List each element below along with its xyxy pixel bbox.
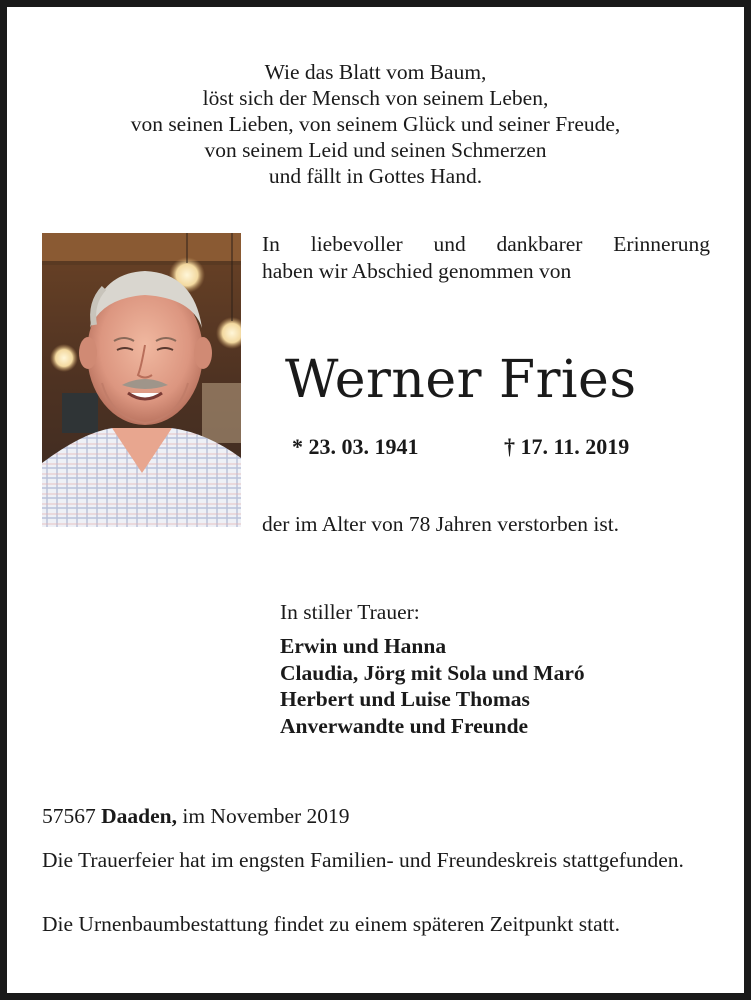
poem-line: und fällt in Gottes Hand. xyxy=(268,164,483,188)
mourner-name: Erwin und Hanna xyxy=(280,634,447,658)
town-name: Daaden, xyxy=(101,804,177,828)
deceased-name: Werner Fries xyxy=(285,350,637,410)
mourner-name: Claudia, Jörg mit Sola und Maró xyxy=(280,660,585,685)
portrait-illustration xyxy=(42,233,241,527)
funeral-notice: Die Trauerfeier hat im engsten Familien- und Freundeskreis stattgefunden. xyxy=(42,848,684,872)
mourners-list xyxy=(280,633,585,739)
mourners-intro: In stiller Trauer: xyxy=(280,600,420,624)
poem-line: von seinem Leid und seinen Schmerzen xyxy=(204,138,547,162)
postal-code: 57567 xyxy=(42,804,96,828)
intro-line: In liebevoller und dankbarer Erinnerung xyxy=(262,232,710,256)
mourner-name: Herbert und Luise Thomas xyxy=(280,687,530,711)
remembrance-intro xyxy=(262,231,722,285)
age-line: der im Alter von 78 Jahren verstorben ist. xyxy=(262,512,620,536)
poem-line: Wie das Blatt vom Baum, xyxy=(264,60,487,84)
place-date-line xyxy=(42,804,350,829)
burial-notice: Die Urnenbaumbestattung findet zu einem späteren Zeitpunkt statt. xyxy=(42,912,620,936)
death-date: † 17. 11. 2019 xyxy=(504,434,630,459)
poem-line: löst sich der Mensch von seinem Leben, xyxy=(202,86,549,110)
birth-date: * 23. 03. 1941 xyxy=(292,434,419,459)
portrait-photo xyxy=(42,233,241,527)
date-text: im November 2019 xyxy=(182,804,350,828)
mourner-name: Anverwandte und Freunde xyxy=(280,713,529,738)
poem xyxy=(7,59,744,189)
poem-line: von seinen Lieben, von seinem Glück und seiner Freude, xyxy=(130,112,621,136)
intro-line: haben wir Abschied genommen von xyxy=(262,259,572,283)
